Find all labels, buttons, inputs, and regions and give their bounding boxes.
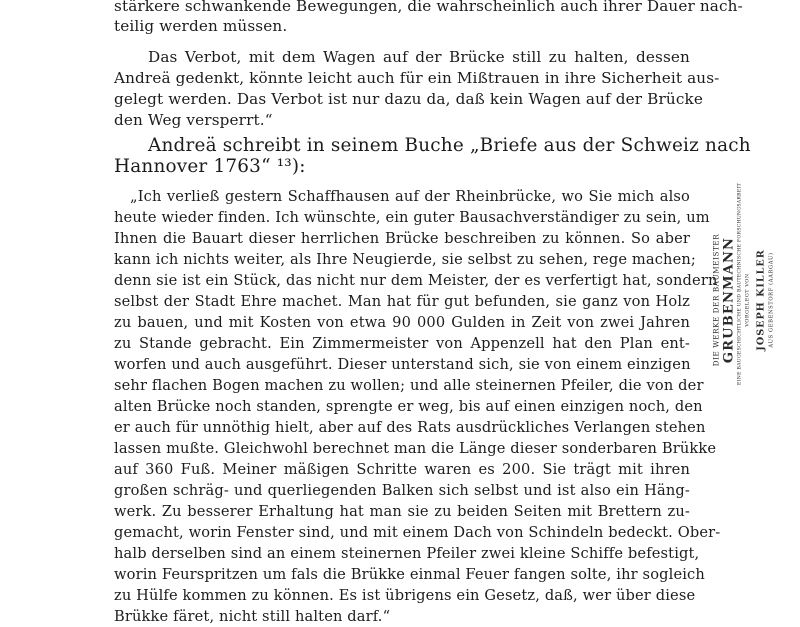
quote-line: großen schräg- und querliegenden Balken sich selbst und ist also ein Häng- — [114, 482, 690, 499]
quote-line: kann ich nichts weiter, als Ihre Neugierde, sie selbst zu sehen, rege machen; — [114, 251, 697, 268]
quote-line: Ihnen die Bauart dieser herrlichen Brücke beschreiben zu können. So aber — [114, 230, 690, 247]
text-line: gelegt werden. Das Verbot ist nur dazu da, daß kein Wagen auf der Brücke — [114, 90, 703, 108]
book-title-stamp-text — [711, 183, 776, 385]
quote-line: werk. Zu besserer Erhaltung hat man sie zu beiden Seiten mit Brettern zu- — [114, 503, 690, 520]
text-line: Das Verbot, mit dem Wagen auf der Brücke still zu halten, dessen — [148, 48, 690, 66]
quote-line: halb derselben sind an einem steinernen Pfeiler zwei kleine Schiffe befestigt, — [114, 545, 700, 562]
stamp-title-line: GRUBENMANN — [721, 236, 737, 364]
quote-line: Brükke färet, nicht still halten darf.“ — [114, 608, 391, 625]
heading-line: Hannover 1763“ ¹³): — [114, 156, 306, 177]
quote-line: lassen mußte. Gleichwohl berechnet man die Länge dieser sonderbaren Brükke — [114, 440, 717, 457]
quote-line: „Ich verließ gestern Schaffhausen auf der Rheinbrücke, wo Sie mich also — [130, 188, 690, 205]
quote-line: alten Brücke noch standen, sprengte er weg, bis auf einen einzigen noch, den — [114, 398, 703, 415]
stamp-origin-line: AUS GEBENSTORF (AARGAU) — [768, 252, 775, 348]
book-title-stamp — [693, 183, 793, 385]
text-line: den Weg versperrt.“ — [114, 111, 273, 129]
quote-line: gemacht, worin Fenster sind, und mit einem Dach von Schindeln bedeckt. Ober- — [114, 524, 721, 541]
text-line: stärkere schwankende Bewegungen, die wahrscheinlich auch ihrer Dauer nach- — [114, 0, 743, 15]
quote-line: zu Hülfe kommen zu können. Es ist übrigens ein Gesetz, daß, wer über diese — [114, 587, 696, 604]
text-line: Andreä gedenkt, könnte leicht auch für ein Mißtrauen in ihre Sicherheit aus- — [114, 69, 720, 87]
stamp-subtitle-line: EINE BAUGESCHICHTLICHE UND BAUTECHNISCHE FORSCHUNGSARBEIT — [737, 183, 743, 385]
quote-line: worin Feurspritzen um fals die Brükke einmal Feuer fangen solte, ihr sogleich — [114, 566, 705, 583]
quote-line: er auch für unnöthig hielt, aber auf des Rats ausdrückliches Verlangen stehen — [114, 419, 706, 436]
quote-line: zu bauen, und mit Kosten von etwa 90 000 Gulden in Zeit von zwei Jahren — [114, 314, 690, 331]
quote-line: auf 360 Fuß. Meiner mäßigen Schritte waren es 200. Sie trägt mit ihren — [114, 461, 690, 478]
quote-line: zu Stande gebracht. Ein Zimmermeister von Appenzell hat den Plan ent- — [114, 335, 690, 352]
quote-line: worfen und auch ausgeführt. Dieser unterstand sich, sie von einem einzigen — [114, 356, 691, 373]
heading-line: Andreä schreibt in seinem Buche „Briefe aus der Schweiz nach — [148, 135, 751, 156]
quote-line: selbst der Stadt Ehre machet. Man hat für gut befunden, sie ganz von Holz — [114, 293, 690, 310]
quote-line: sehr flachen Bogen machen zu wollen; und alle steinernen Pfeiler, die von der — [114, 377, 704, 394]
quote-line: heute wieder finden. Ich wünschte, ein guter Bausachverständiger zu sein, um — [114, 209, 710, 226]
stamp-author-line: JOSEPH KILLER — [755, 249, 767, 351]
stamp-series-line: DIE WERKE DER BAUMEISTER — [711, 233, 721, 367]
stamp-presented-by-line: VORGELEGT VON — [744, 273, 751, 327]
text-line: teilig werden müssen. — [114, 17, 288, 35]
quote-line: denn sie ist ein Stück, das nicht nur dem Meister, der es verfertigt hat, sondern — [114, 272, 718, 289]
